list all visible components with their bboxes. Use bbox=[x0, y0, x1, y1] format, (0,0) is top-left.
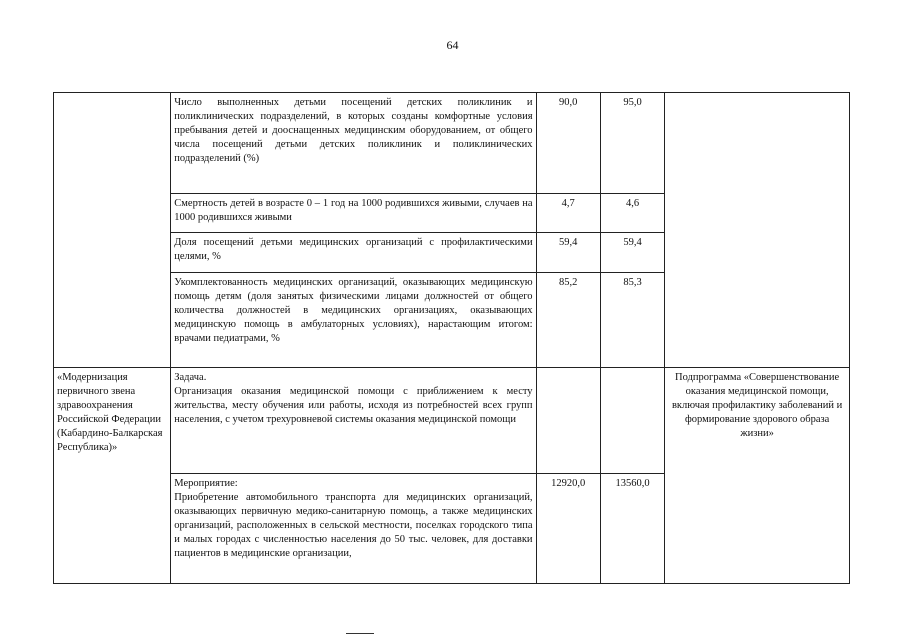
measure-label: Мероприятие: bbox=[174, 478, 238, 489]
subprogram-cell: Подпрограмма «Совершенствование оказания медицинской помощи, включая профилактику заболеваний и формирование здорового образа жизни» bbox=[665, 368, 850, 584]
program-cell-empty bbox=[54, 93, 171, 368]
indicator-cell: Число выполненных детьми посещений детских поликлиник и поликлинических подразделений, в которых созданы комфортные условия пребывания детей и дооснащенных медицинским оборудованием, от общего числа посещений детьми детских поликлиник и поликлинических подразделений (%) bbox=[171, 93, 536, 194]
value-cell-1: 85,2 bbox=[536, 273, 600, 368]
task-cell bbox=[171, 368, 536, 474]
value-cell-2: 4,6 bbox=[600, 194, 664, 233]
value-cell-2: 85,3 bbox=[600, 273, 664, 368]
value-cell-1: 59,4 bbox=[536, 233, 600, 273]
value-cell-1: 12920,0 bbox=[536, 474, 600, 584]
measure-text: Приобретение автомобильного транспорта для медицинских организаций, оказывающих первичную медико-санитарную помощь, а также медицинских организаций, расположенных в сельской местности, поселках городского типа и малых городах с численностью населения до 50 тыс. человек, для доставки пациентов в медицинские организации, bbox=[174, 492, 533, 559]
indicator-cell: Смертность детей в возрасте 0 – 1 год на 1000 родившихся живыми, случаев на 1000 родившихся живыми bbox=[171, 194, 536, 233]
value-cell-2: 13560,0 bbox=[600, 474, 664, 584]
indicators-table bbox=[53, 92, 850, 584]
indicator-cell: Укомплектованность медицинских организаций, оказывающих медицинскую помощь детям (доля занятых физическими лицами должностей от общего количества должностей в медицинских организациях, оказывающих медицинскую помощь в амбулаторных условиях), нарастающим итогом: врачами педиатрами, % bbox=[171, 273, 536, 368]
value-cell-1: 90,0 bbox=[536, 93, 600, 194]
value-cell-2 bbox=[600, 368, 664, 474]
value-cell-1: 4,7 bbox=[536, 194, 600, 233]
program-name-cell: «Модернизация первичного звена здравоохранения Российской Федерации (Кабардино-Балкарская Республика)» bbox=[54, 368, 171, 584]
value-cell-2: 95,0 bbox=[600, 93, 664, 194]
table-row bbox=[54, 93, 850, 194]
page-number: 64 bbox=[446, 38, 459, 52]
value-cell-1 bbox=[536, 368, 600, 474]
task-text: Организация оказания медицинской помощи с приближением к месту жительства, месту обучения или работы, исходя из потребностей всех групп населения, с учетом трехуровневой системы оказания медицинской помощи bbox=[174, 386, 533, 425]
measure-cell bbox=[171, 474, 536, 584]
value-cell-2: 59,4 bbox=[600, 233, 664, 273]
task-label: Задача. bbox=[174, 372, 207, 383]
footer-mark bbox=[346, 633, 374, 636]
subprogram-cell-empty bbox=[665, 93, 850, 368]
table-row bbox=[54, 368, 850, 474]
indicator-cell: Доля посещений детьми медицинских организаций с профилактическими целями, % bbox=[171, 233, 536, 273]
